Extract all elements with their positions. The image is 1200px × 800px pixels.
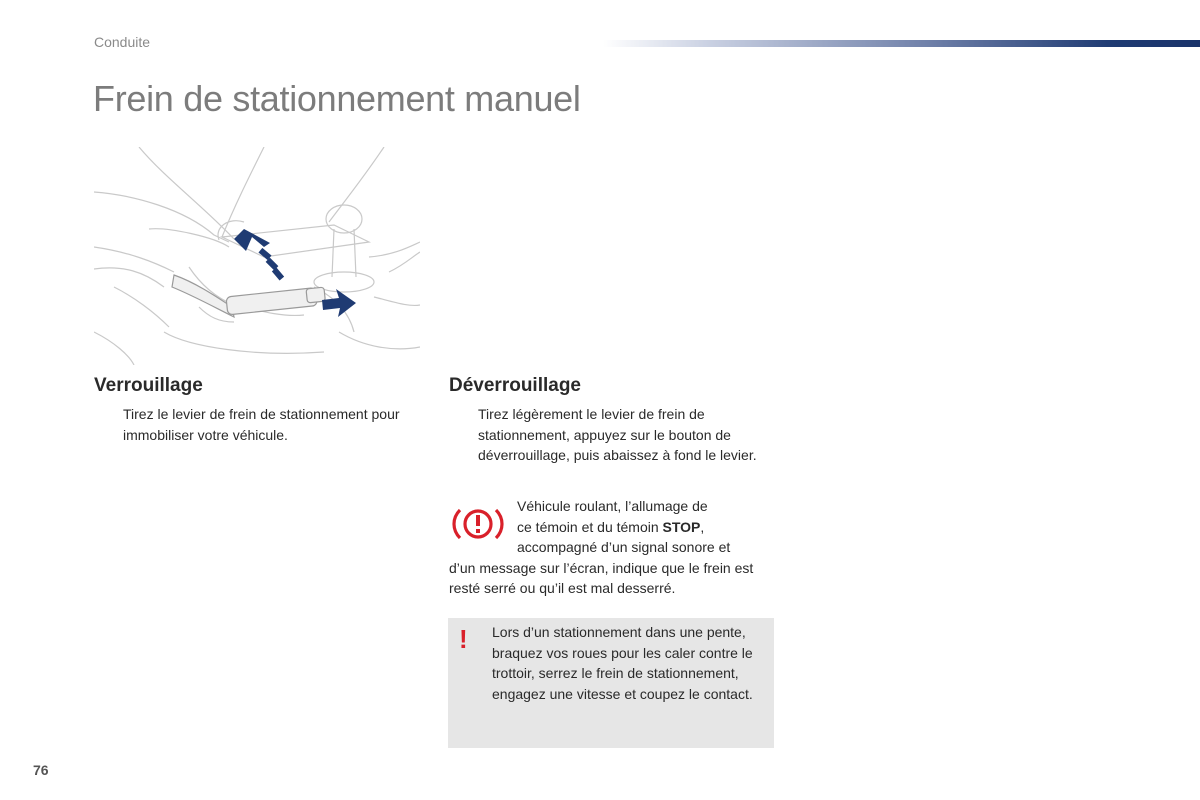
stop-label: STOP bbox=[662, 518, 701, 535]
exclamation-icon: ! bbox=[459, 624, 468, 654]
unlocking-instruction bbox=[449, 404, 761, 466]
unlocking-text: Tirez légèrement le levier de frein de stationnement, appuyez sur le bouton de déverrouillage, puis abaissez à fond le levier. bbox=[478, 406, 757, 463]
locking-text: Tirez le levier de frein de stationnement pour immobiliser votre véhicule. bbox=[123, 406, 400, 443]
warning-line-1: Véhicule roulant, l’allumage de bbox=[517, 498, 708, 514]
page-title: Frein de stationnement manuel bbox=[93, 78, 581, 119]
locking-heading: Verrouillage bbox=[94, 375, 203, 396]
header-bar bbox=[603, 40, 1200, 47]
page-number: 76 bbox=[33, 762, 49, 778]
unlocking-heading: Déverrouillage bbox=[449, 375, 581, 396]
handbrake-illustration bbox=[94, 147, 420, 365]
warning-line-2-suffix: , bbox=[700, 518, 705, 535]
warning-text bbox=[449, 496, 764, 599]
warning-rest: d’un message sur l’écran, indique que le frein est resté serré ou qu’il est mal desserré. bbox=[449, 559, 754, 596]
locking-instruction bbox=[94, 404, 404, 445]
warning-line-3: accompagné d’un signal sonore et bbox=[517, 539, 731, 555]
warning-line-2 bbox=[449, 517, 764, 538]
warning-line-2-prefix: ce témoin et du témoin bbox=[517, 518, 663, 535]
section-label: Conduite bbox=[94, 34, 151, 50]
note-text: Lors d’un stationnement dans une pente, braquez vos roues pour les caler contre le trottoir, serrez le frein de stationnement, engagez une vitesse et coupez le contact. bbox=[492, 624, 753, 702]
